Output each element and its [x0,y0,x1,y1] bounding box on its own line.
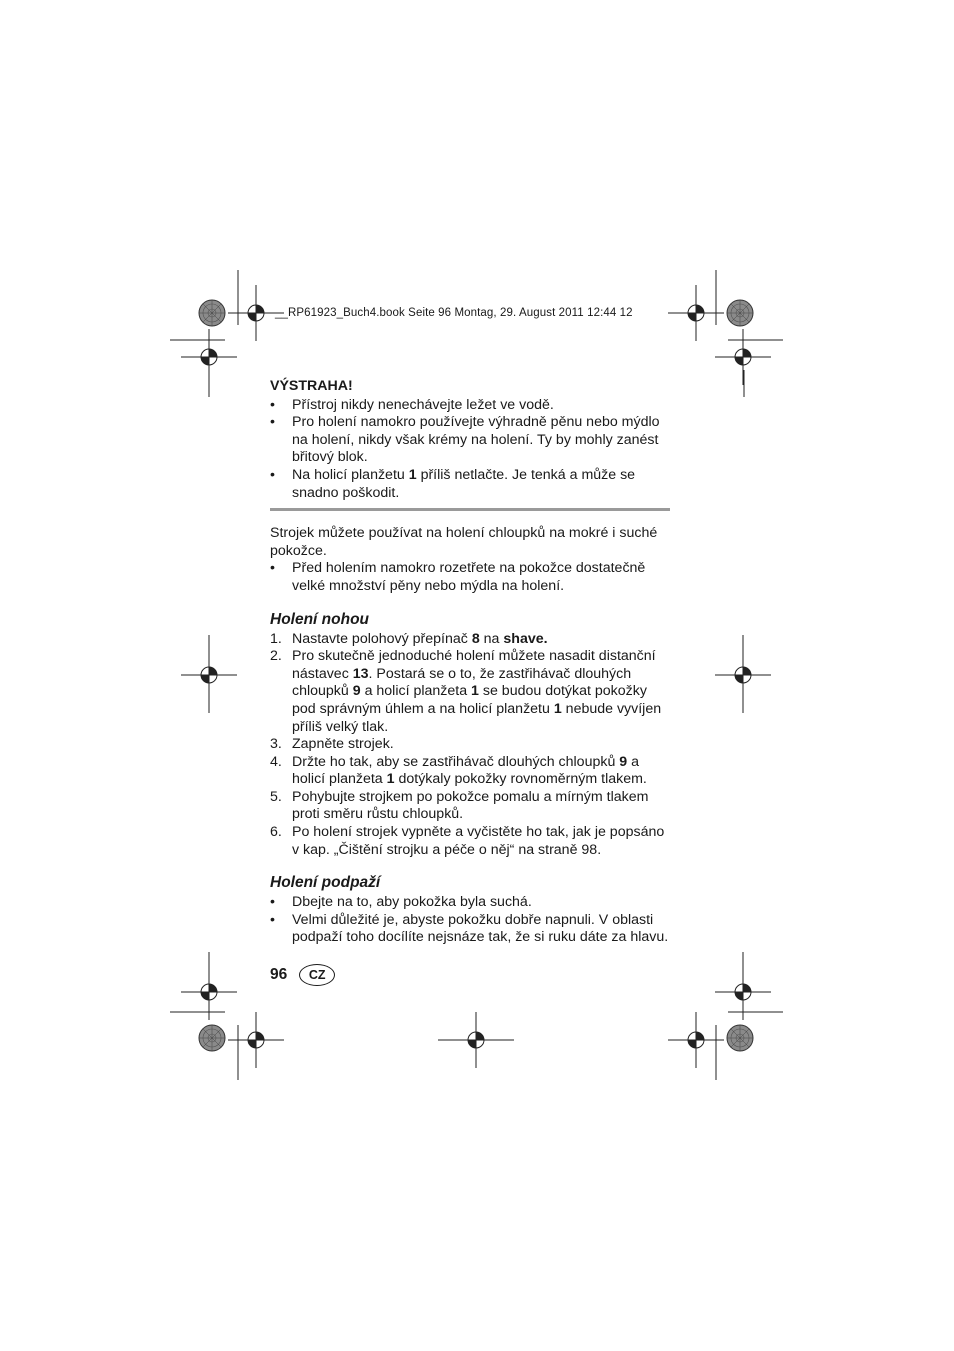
page-footer [270,964,335,986]
list-item-text: Přístroj nikdy nenechávejte ležet ve vodě. [292,396,554,413]
warning-item [270,467,670,502]
bullet-mark: • [270,894,275,911]
armpits-item [270,894,670,912]
step-item [270,824,670,859]
list-item-text: Před holením namokro rozetřete na pokožce dostatečně velké množství pěny nebo mýdla na holení. [292,560,646,594]
step-number: 4. [270,753,282,770]
bullet-mark: • [270,560,275,577]
warning-title: VÝSTRAHA! [270,378,353,394]
file-header: __RP61923_Buch4.book Seite 96 Montag, 29. August 2011 12:44 12 [275,307,633,319]
warning-item [270,397,670,415]
language-badge: CZ [299,964,335,986]
warning-item [270,414,670,467]
step-number: 5. [270,788,282,805]
bullet-mark: • [270,911,275,928]
list-item-text: Na holicí planžetu 1 příliš netlačte. Je tenká a může se snadno poškodit. [292,466,636,501]
step-item [270,631,670,649]
list-item-text: Velmi důležité je, abyste pokožku dobře napnuli. V oblasti podpaží toho docílíte nejsnáze tak, že si ruku dáte za hlavu. [292,911,669,946]
bullet-mark: • [270,396,275,413]
warning-list [270,397,670,503]
intro-item [270,560,670,595]
step-number: 2. [270,648,282,665]
step-number: 6. [270,824,282,841]
armpits-item [270,912,670,947]
step-text: Nastavte polohový přepínač 8 na shave. [292,630,548,647]
step-text: Po holení strojek vypněte a vyčistěte ho tak, jak je popsáno v kap. „Čištění strojku a péče o něj“ na straně 98. [292,824,665,858]
step-item [270,789,670,824]
step-item [270,754,670,789]
section-divider [270,508,670,511]
legs-steps-list [270,631,670,860]
step-text: Pro skutečně jednoduché holení můžete nasadit distanční nástavec 13. Postará se o to, že zastřihávač dlouhých chloupků 9 a holicí planžeta 1 se budou dotýkat pokožky pod správným úhlem a na holicí planžetu 1 nebude vyvíjen příliš velký tlak. [292,648,662,735]
bullet-mark: • [270,466,275,483]
step-text: Držte ho tak, aby se zastřihávač dlouhých chloupků 9 a holicí planžeta 1 dotýkaly pokožky rovnoměrným tlakem. [292,753,647,788]
armpits-list [270,894,670,947]
list-item-text: Dbejte na to, aby pokožka byla suchá. [292,894,532,911]
step-number: 1. [270,630,282,647]
page-content [270,378,670,947]
step-item [270,648,670,736]
section-title-legs: Holení nohou [270,610,370,628]
step-text: Zapněte strojek. [292,736,394,753]
intro-list [270,560,670,595]
intro-paragraph: Strojek můžete používat na holení chloupků na mokré i suché pokožce. [270,525,658,559]
section-title-armpits: Holení podpaží [270,874,381,892]
bullet-mark: • [270,414,275,431]
step-text: Pohybujte strojkem po pokožce pomalu a mírným tlakem proti směru růstu chloupků. [292,788,649,823]
step-number: 3. [270,736,282,753]
page-number: 96 [270,966,288,983]
list-item-text: Pro holení namokro používejte výhradně pěnu nebo mýdlo na holení, nikdy však krémy na holení. Ty by mohly zanést břitový blok. [292,414,660,466]
step-item [270,736,670,754]
